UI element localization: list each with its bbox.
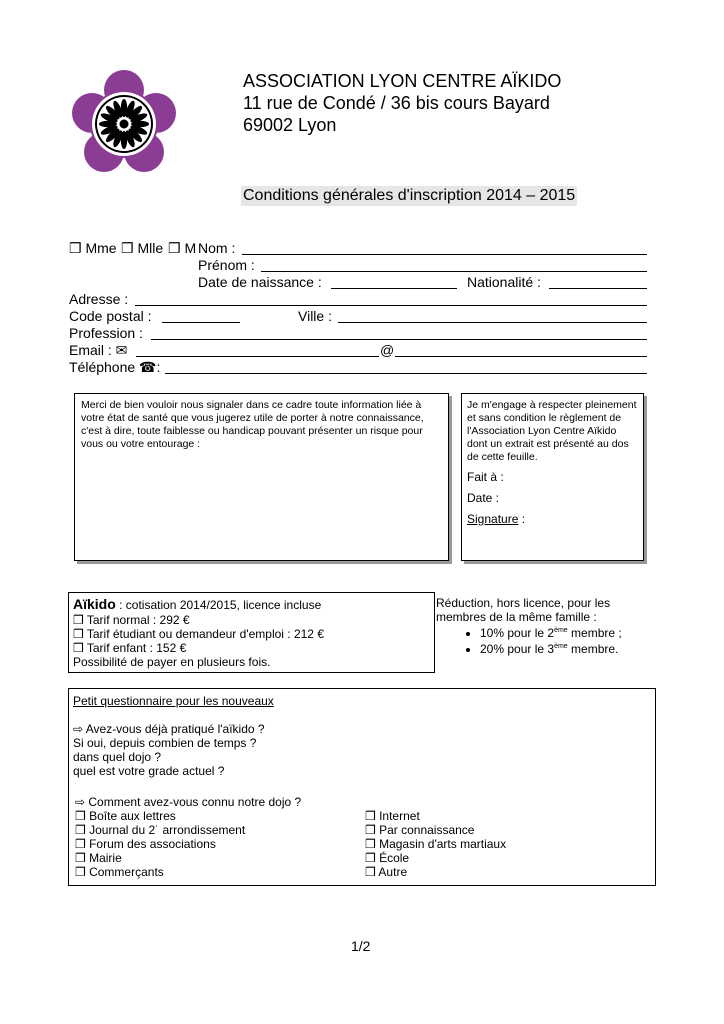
- checkbox-mme[interactable]: ❒ Mme: [69, 240, 117, 256]
- source-option[interactable]: ❒ Magasin d'arts martiaux: [365, 837, 507, 851]
- reduction-list: [436, 624, 636, 656]
- email-label: Email : ✉: [69, 342, 128, 358]
- fait-a-field[interactable]: Fait à :: [467, 470, 504, 484]
- nom-label: Nom :: [198, 240, 236, 256]
- naissance-field[interactable]: [331, 288, 457, 289]
- reduction-item-2nd: • 10% pour le 2ème membre ;: [480, 624, 636, 640]
- ville-label: Ville :: [298, 308, 332, 324]
- source-option[interactable]: ❒ Commerçants: [75, 865, 164, 879]
- telephone-field[interactable]: [165, 373, 647, 374]
- prenom-field[interactable]: [261, 271, 647, 272]
- cp-field[interactable]: [162, 322, 240, 323]
- questionnaire-box: [68, 688, 656, 886]
- health-info-text: Merci de bien vouloir nous signaler dans ce cadre toute information liée à votre état de santé que vous jugerez utile de porter à notre connaissance, c'est à dire, toute faiblesse ou handicap pouvant présenter un risque pour vous ou votre entourage :: [81, 399, 424, 450]
- nationalite-field[interactable]: [549, 288, 647, 289]
- date-field[interactable]: Date :: [467, 491, 500, 505]
- signature-colon: :: [518, 512, 526, 526]
- association-name: ASSOCIATION LYON CENTRE AÏKIDO: [243, 71, 562, 91]
- checkbox-mlle[interactable]: ❒ Mlle: [121, 240, 164, 256]
- source-right-column: [365, 809, 506, 879]
- tarif-normal-checkbox[interactable]: ❒ Tarif normal : 292 €: [73, 613, 190, 627]
- checkbox-m[interactable]: ❒ M: [168, 240, 197, 256]
- naissance-label: Date de naissance :: [198, 274, 322, 290]
- tarif-box: [68, 592, 435, 673]
- signature-label: Signature: [467, 512, 519, 526]
- question-which-dojo: dans quel dojo ?: [73, 750, 162, 764]
- question-grade: quel est votre grade actuel ?: [73, 764, 225, 778]
- question-how-long: Si oui, depuis combien de temps ?: [73, 736, 257, 750]
- signature-field[interactable]: [467, 512, 525, 526]
- nom-field[interactable]: [242, 254, 647, 255]
- prenom-label: Prénom :: [198, 257, 255, 273]
- tarif-enfant-checkbox[interactable]: ❒ Tarif enfant : 152 €: [73, 641, 187, 655]
- ville-field[interactable]: [338, 322, 647, 323]
- engagement-text: Je m'engage à respecter pleinement et sans condition le règlement de l'Association Lyon Centre Aïkido dont un extrait est présenté au dos de cette feuille.: [467, 399, 637, 463]
- source-option[interactable]: ❒ Internet: [365, 809, 420, 823]
- health-info-box[interactable]: [74, 393, 449, 561]
- tarif-heading: [73, 596, 321, 614]
- adresse-field[interactable]: [135, 305, 647, 306]
- source-option[interactable]: ❒ Autre: [365, 865, 408, 879]
- source-left-column: [75, 809, 245, 879]
- source-option[interactable]: ❒ École: [365, 851, 410, 865]
- nationalite-label: Nationalité :: [467, 274, 541, 290]
- source-option[interactable]: ❒ Par connaissance: [365, 823, 475, 837]
- page-number: 1/2: [351, 938, 371, 954]
- tarif-note: Possibilité de payer en plusieurs fois.: [73, 655, 271, 669]
- source-option[interactable]: ❒ Journal du 2˙ arrondissement: [75, 823, 246, 837]
- tarif-etudiant-checkbox[interactable]: ❒ Tarif étudiant ou demandeur d'emploi : 212 €: [73, 627, 324, 641]
- profession-label: Profession :: [69, 325, 143, 341]
- association-logo: [68, 68, 180, 180]
- question-how-known: ⇨ Comment avez-vous connu notre dojo ?: [75, 795, 302, 809]
- reduction-intro: Réduction, hors licence, pour les membres de la même famille :: [436, 596, 611, 624]
- profession-field[interactable]: [151, 339, 647, 340]
- telephone-label: Téléphone ☎:: [69, 359, 161, 375]
- email-domain-field[interactable]: [395, 356, 647, 357]
- tarif-subtitle: : cotisation 2014/2015, licence incluse: [115, 598, 322, 612]
- email-at-sign: @: [380, 342, 395, 358]
- cp-label: Code postal :: [69, 308, 152, 324]
- source-option[interactable]: ❒ Mairie: [75, 851, 122, 865]
- adresse-label: Adresse :: [69, 291, 129, 307]
- source-option[interactable]: ❒ Boîte aux lettres: [75, 809, 176, 823]
- page-title: Conditions générales d'inscription 2014 – 2015: [243, 187, 576, 204]
- tarif-title: Aïkido: [73, 596, 116, 612]
- reduction-item-3rd: • 20% pour le 3ème membre.: [480, 640, 636, 656]
- question-practiced: ⇨ Avez-vous déjà pratiqué l'aïkido ?: [73, 722, 265, 736]
- questionnaire-title: Petit questionnaire pour les nouveaux: [73, 694, 274, 708]
- engagement-box: [461, 393, 644, 561]
- reduction-section: [436, 596, 636, 656]
- address-street: 11 rue de Condé / 36 bis cours Bayard: [243, 93, 550, 113]
- source-option[interactable]: ❒ Forum des associations: [75, 837, 216, 851]
- email-user-field[interactable]: [136, 356, 379, 357]
- address-city: 69002 Lyon: [243, 115, 337, 135]
